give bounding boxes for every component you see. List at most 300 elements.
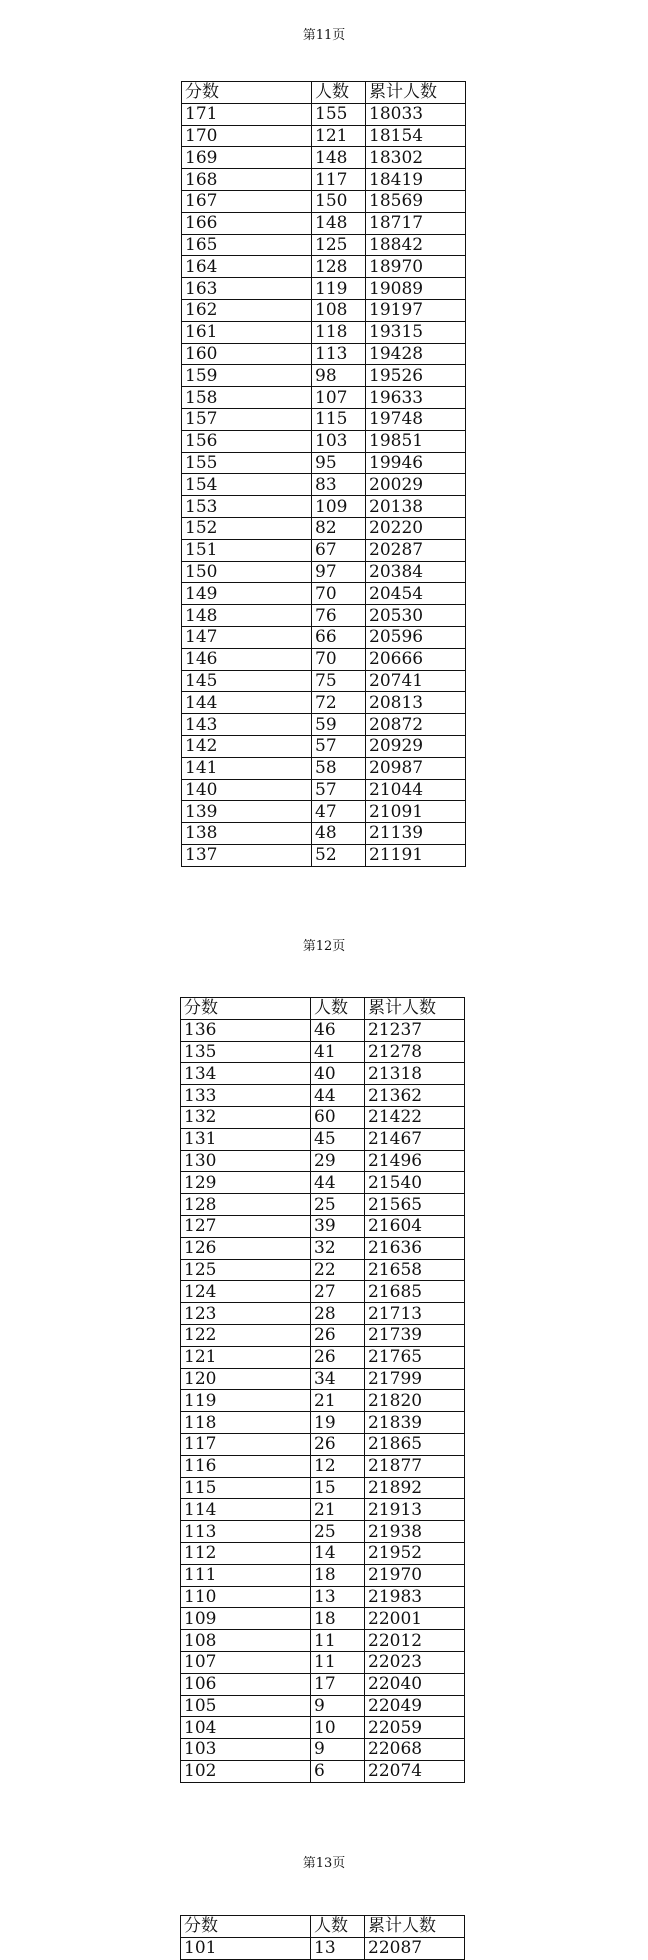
count-cell: 98 [312,365,366,387]
count-cell: 29 [311,1150,365,1172]
header-row [181,998,465,1020]
cumulative-cell: 20741 [366,670,466,692]
table-row [181,1041,465,1063]
score-cell: 170 [182,125,312,147]
cumulative-cell: 20384 [366,561,466,583]
count-cell: 121 [312,125,366,147]
cumulative-cell: 22012 [365,1630,465,1652]
score-cell: 121 [181,1346,311,1368]
score-cell: 153 [182,496,312,518]
score-cell: 102 [181,1760,311,1782]
score-cell: 128 [181,1194,311,1216]
score-cell: 146 [182,648,312,670]
score-cell: 111 [181,1564,311,1586]
table-row [182,714,466,736]
table-row [182,343,466,365]
count-cell: 108 [312,299,366,321]
score-cell: 141 [182,757,312,779]
score-cell: 140 [182,779,312,801]
cumulative-cell: 21799 [365,1368,465,1390]
table-row [181,1150,465,1172]
cumulative-cell: 21892 [365,1477,465,1499]
score-cell: 112 [181,1542,311,1564]
table-row [181,1477,465,1499]
count-cell: 115 [312,408,366,430]
cumulative-cell: 22023 [365,1651,465,1673]
count-cell: 155 [312,103,366,125]
score-cell: 107 [181,1651,311,1673]
table-row [181,1390,465,1412]
score-cell: 171 [182,103,312,125]
score-cell: 130 [181,1150,311,1172]
table-row [182,539,466,561]
cumulative-cell: 22074 [365,1760,465,1782]
score-cell: 114 [181,1499,311,1521]
cumulative-cell: 19428 [366,343,466,365]
table-row [182,147,466,169]
score-cell: 156 [182,430,312,452]
score-cell: 163 [182,278,312,300]
count-cell: 95 [312,452,366,474]
table-row [181,1608,465,1630]
cumulative-cell: 21820 [365,1390,465,1412]
table-row [182,169,466,191]
count-cell: 103 [312,430,366,452]
table-row [181,1172,465,1194]
table-row [182,692,466,714]
table-row [182,561,466,583]
score-cell: 120 [181,1368,311,1390]
table-row [182,387,466,409]
cumulative-cell: 21362 [365,1085,465,1107]
count-cell: 117 [312,169,366,191]
cumulative-cell: 22087 [365,1937,465,1959]
table-row [182,278,466,300]
count-cell: 12 [311,1455,365,1477]
cumulative-cell: 22040 [365,1673,465,1695]
count-cell: 18 [311,1564,365,1586]
score-cell: 147 [182,626,312,648]
score-cell: 150 [182,561,312,583]
cumulative-cell: 22059 [365,1717,465,1739]
cumulative-cell: 21604 [365,1215,465,1237]
count-cell: 70 [312,648,366,670]
count-cell: 21 [311,1499,365,1521]
count-cell: 44 [311,1085,365,1107]
header-score: 分数 [182,82,312,104]
table-row [181,1673,465,1695]
score-cell: 126 [181,1237,311,1259]
table-row [181,1128,465,1150]
count-cell: 119 [312,278,366,300]
table-row [181,1259,465,1281]
score-cell: 138 [182,823,312,845]
table-row [182,212,466,234]
score-cell: 129 [181,1172,311,1194]
score-cell: 118 [181,1412,311,1434]
count-cell: 52 [312,844,366,866]
count-cell: 27 [311,1281,365,1303]
count-cell: 107 [312,387,366,409]
cumulative-cell: 20813 [366,692,466,714]
score-cell: 101 [181,1937,311,1959]
table-row [181,1717,465,1739]
cumulative-cell: 19197 [366,299,466,321]
score-cell: 169 [182,147,312,169]
table-row [182,190,466,212]
score-cell: 159 [182,365,312,387]
score-cell: 167 [182,190,312,212]
score-cell: 105 [181,1695,311,1717]
cumulative-cell: 19748 [366,408,466,430]
cumulative-cell: 21765 [365,1346,465,1368]
score-cell: 109 [181,1608,311,1630]
cumulative-cell: 21636 [365,1237,465,1259]
count-cell: 6 [311,1760,365,1782]
table-row [182,103,466,125]
cumulative-cell: 21237 [365,1019,465,1041]
table-row [181,1760,465,1782]
cumulative-cell: 21685 [365,1281,465,1303]
count-cell: 19 [311,1412,365,1434]
count-cell: 15 [311,1477,365,1499]
cumulative-cell: 19633 [366,387,466,409]
count-cell: 26 [311,1346,365,1368]
count-cell: 17 [311,1673,365,1695]
count-cell: 57 [312,735,366,757]
score-cell: 124 [181,1281,311,1303]
count-cell: 25 [311,1521,365,1543]
table-row [181,1412,465,1434]
table-row [181,1324,465,1346]
count-cell: 58 [312,757,366,779]
table-row [182,844,466,866]
page-label: 第13页 [302,1856,346,1871]
score-table [180,997,465,1783]
header-cumulative: 累计人数 [365,998,465,1020]
count-cell: 26 [311,1324,365,1346]
count-cell: 9 [311,1695,365,1717]
cumulative-cell: 21565 [365,1194,465,1216]
score-cell: 125 [181,1259,311,1281]
count-cell: 21 [311,1390,365,1412]
score-table [180,1915,465,1960]
count-cell: 113 [312,343,366,365]
cumulative-cell: 18970 [366,256,466,278]
count-cell: 25 [311,1194,365,1216]
table-row [182,648,466,670]
cumulative-cell: 21278 [365,1041,465,1063]
cumulative-cell: 20929 [366,735,466,757]
cumulative-cell: 20872 [366,714,466,736]
cumulative-cell: 21044 [366,779,466,801]
table-row [181,1085,465,1107]
score-cell: 139 [182,801,312,823]
count-cell: 11 [311,1630,365,1652]
count-cell: 150 [312,190,366,212]
count-cell: 128 [312,256,366,278]
cumulative-cell: 19526 [366,365,466,387]
table-row [181,1542,465,1564]
score-cell: 104 [181,1717,311,1739]
table-row [182,234,466,256]
cumulative-cell: 21091 [366,801,466,823]
count-cell: 67 [312,539,366,561]
cumulative-cell: 18842 [366,234,466,256]
score-cell: 158 [182,387,312,409]
count-cell: 26 [311,1433,365,1455]
count-cell: 41 [311,1041,365,1063]
score-cell: 108 [181,1630,311,1652]
count-cell: 44 [311,1172,365,1194]
cumulative-cell: 21467 [365,1128,465,1150]
score-cell: 136 [181,1019,311,1041]
cumulative-cell: 21970 [365,1564,465,1586]
cumulative-cell: 18717 [366,212,466,234]
table-row [181,1281,465,1303]
table-row [182,605,466,627]
cumulative-cell: 21191 [366,844,466,866]
count-cell: 34 [311,1368,365,1390]
score-cell: 155 [182,452,312,474]
table-row [181,1521,465,1543]
count-cell: 125 [312,234,366,256]
score-cell: 135 [181,1041,311,1063]
score-cell: 132 [181,1106,311,1128]
cumulative-cell: 19946 [366,452,466,474]
count-cell: 66 [312,626,366,648]
table-row [181,1499,465,1521]
count-cell: 11 [311,1651,365,1673]
table-row [182,408,466,430]
score-cell: 127 [181,1215,311,1237]
table-row [182,256,466,278]
table-row [182,626,466,648]
count-cell: 118 [312,321,366,343]
table-row [181,1651,465,1673]
score-cell: 131 [181,1128,311,1150]
count-cell: 18 [311,1608,365,1630]
table-row [182,517,466,539]
page-label: 第11页 [302,28,346,43]
table-row [181,1303,465,1325]
count-cell: 40 [311,1063,365,1085]
count-cell: 46 [311,1019,365,1041]
table-row [181,1237,465,1259]
table-row [181,1695,465,1717]
count-cell: 10 [311,1717,365,1739]
count-cell: 9 [311,1739,365,1761]
cumulative-cell: 21658 [365,1259,465,1281]
cumulative-cell: 19315 [366,321,466,343]
header-score: 分数 [181,1916,311,1938]
cumulative-cell: 21839 [365,1412,465,1434]
score-cell: 162 [182,299,312,321]
score-table [181,81,466,867]
count-cell: 48 [312,823,366,845]
table-row [182,583,466,605]
count-cell: 47 [312,801,366,823]
cumulative-cell: 21865 [365,1433,465,1455]
cumulative-cell: 18033 [366,103,466,125]
count-cell: 83 [312,474,366,496]
score-cell: 137 [182,844,312,866]
table-row [182,321,466,343]
table-row [182,823,466,845]
score-cell: 168 [182,169,312,191]
cumulative-cell: 20287 [366,539,466,561]
table-row [181,1455,465,1477]
cumulative-cell: 20454 [366,583,466,605]
table-row [181,1215,465,1237]
count-cell: 28 [311,1303,365,1325]
cumulative-cell: 19089 [366,278,466,300]
count-cell: 60 [311,1106,365,1128]
table-row [182,365,466,387]
cumulative-cell: 20138 [366,496,466,518]
count-cell: 39 [311,1215,365,1237]
score-cell: 154 [182,474,312,496]
header-score: 分数 [181,998,311,1020]
table-row [182,779,466,801]
table-row [182,735,466,757]
cumulative-cell: 22068 [365,1739,465,1761]
count-cell: 82 [312,517,366,539]
cumulative-cell: 21952 [365,1542,465,1564]
table-row [182,299,466,321]
score-cell: 151 [182,539,312,561]
cumulative-cell: 21422 [365,1106,465,1128]
score-cell: 110 [181,1586,311,1608]
table-row [182,757,466,779]
cumulative-cell: 18302 [366,147,466,169]
table-row [181,1739,465,1761]
score-cell: 113 [181,1521,311,1543]
table-row [182,670,466,692]
cumulative-cell: 21540 [365,1172,465,1194]
cumulative-cell: 21938 [365,1521,465,1543]
count-cell: 13 [311,1586,365,1608]
table-row [181,1346,465,1368]
count-cell: 70 [312,583,366,605]
score-cell: 148 [182,605,312,627]
header-count: 人数 [312,82,366,104]
table-row [182,125,466,147]
cumulative-cell: 18154 [366,125,466,147]
count-cell: 75 [312,670,366,692]
cumulative-cell: 21318 [365,1063,465,1085]
table-row [181,1564,465,1586]
header-cumulative: 累计人数 [366,82,466,104]
score-cell: 157 [182,408,312,430]
score-cell: 160 [182,343,312,365]
score-cell: 117 [181,1433,311,1455]
count-cell: 109 [312,496,366,518]
score-cell: 134 [181,1063,311,1085]
score-cell: 161 [182,321,312,343]
score-cell: 119 [181,1390,311,1412]
cumulative-cell: 20029 [366,474,466,496]
count-cell: 148 [312,147,366,169]
score-cell: 152 [182,517,312,539]
table-row [181,1937,465,1959]
count-cell: 13 [311,1937,365,1959]
header-cumulative: 累计人数 [365,1916,465,1938]
cumulative-cell: 19851 [366,430,466,452]
cumulative-cell: 20530 [366,605,466,627]
table-row [181,1586,465,1608]
header-row [181,1916,465,1938]
cumulative-cell: 21913 [365,1499,465,1521]
score-cell: 164 [182,256,312,278]
cumulative-cell: 21496 [365,1150,465,1172]
score-cell: 145 [182,670,312,692]
header-count: 人数 [311,998,365,1020]
cumulative-cell: 22001 [365,1608,465,1630]
table-row [181,1106,465,1128]
count-cell: 72 [312,692,366,714]
cumulative-cell: 21983 [365,1586,465,1608]
cumulative-cell: 21877 [365,1455,465,1477]
page-label: 第12页 [302,939,346,954]
table-row [181,1630,465,1652]
count-cell: 59 [312,714,366,736]
table-row [181,1019,465,1041]
count-cell: 76 [312,605,366,627]
score-cell: 133 [181,1085,311,1107]
score-cell: 166 [182,212,312,234]
score-cell: 149 [182,583,312,605]
table-row [182,496,466,518]
count-cell: 148 [312,212,366,234]
table-row [182,452,466,474]
table-row [182,801,466,823]
score-cell: 103 [181,1739,311,1761]
count-cell: 57 [312,779,366,801]
table-row [182,430,466,452]
cumulative-cell: 22049 [365,1695,465,1717]
cumulative-cell: 20987 [366,757,466,779]
cumulative-cell: 21739 [365,1324,465,1346]
count-cell: 45 [311,1128,365,1150]
table-row [181,1194,465,1216]
score-cell: 106 [181,1673,311,1695]
score-cell: 142 [182,735,312,757]
count-cell: 32 [311,1237,365,1259]
score-cell: 122 [181,1324,311,1346]
cumulative-cell: 21139 [366,823,466,845]
score-cell: 115 [181,1477,311,1499]
cumulative-cell: 21713 [365,1303,465,1325]
header-count: 人数 [311,1916,365,1938]
cumulative-cell: 18569 [366,190,466,212]
cumulative-cell: 20666 [366,648,466,670]
score-cell: 116 [181,1455,311,1477]
score-cell: 143 [182,714,312,736]
header-row [182,82,466,104]
table-row [181,1433,465,1455]
score-cell: 165 [182,234,312,256]
cumulative-cell: 20596 [366,626,466,648]
table-row [181,1368,465,1390]
score-cell: 144 [182,692,312,714]
table-row [181,1063,465,1085]
table-row [182,474,466,496]
count-cell: 97 [312,561,366,583]
score-cell: 123 [181,1303,311,1325]
cumulative-cell: 20220 [366,517,466,539]
count-cell: 14 [311,1542,365,1564]
